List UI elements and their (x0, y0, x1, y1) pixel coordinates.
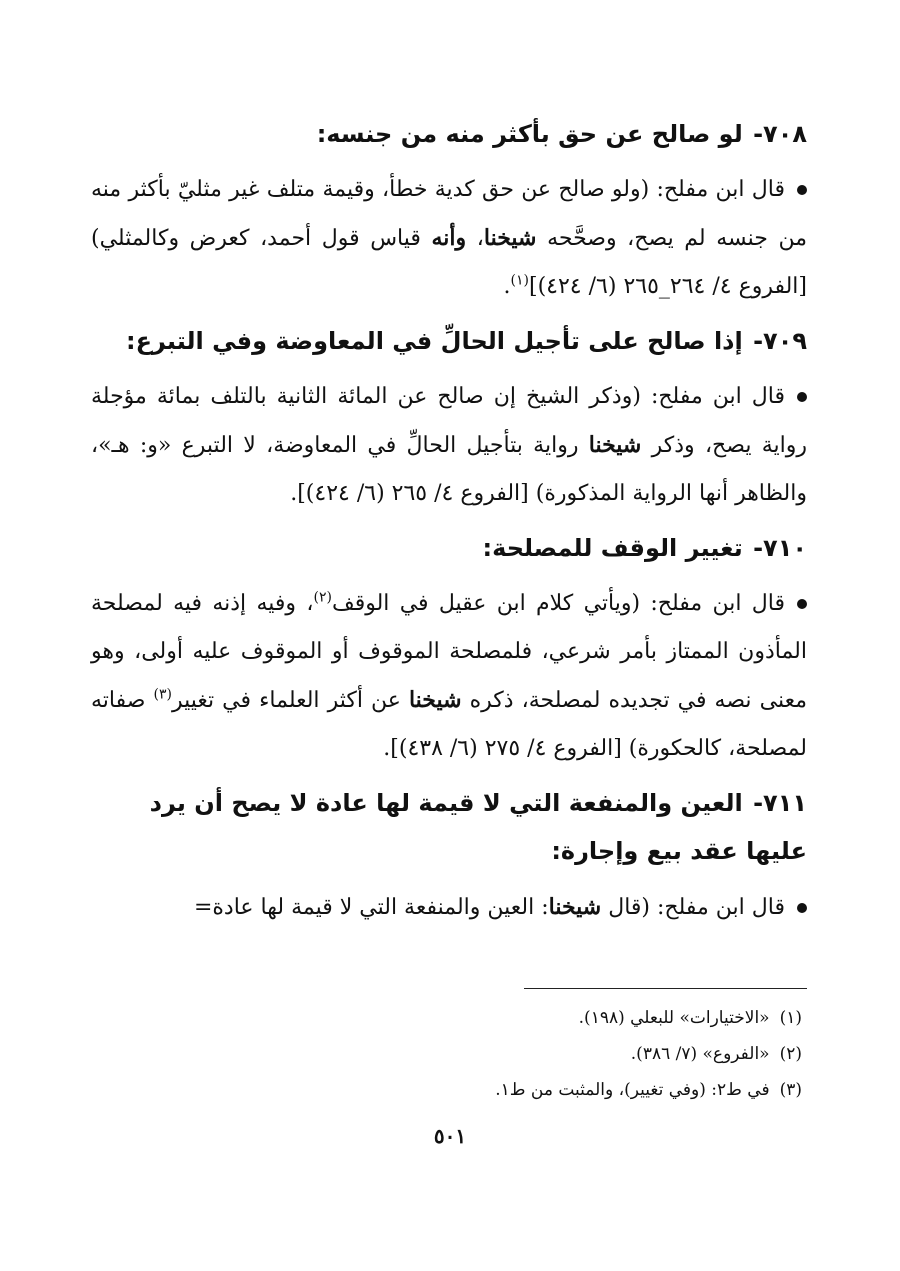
footnote-item (102, 1072, 802, 1108)
bullet-icon (797, 599, 807, 609)
page-number: ٥٠١ (433, 1124, 467, 1148)
section-heading-710 (91, 524, 807, 572)
footnote-text: «الفروع» (٧/ ٣٨٦). (630, 1044, 770, 1064)
page-body (91, 110, 807, 938)
section-title: لو صالح عن حق بأكثر منه من جنسه: (316, 120, 743, 148)
section-number: ٧١٠- (753, 534, 807, 562)
footnote-item (102, 1000, 802, 1036)
section-number: ٧٠٩- (753, 327, 807, 355)
footnotes (102, 1000, 802, 1108)
section-heading-711 (91, 779, 807, 875)
footnote-ref: (٢) (313, 589, 332, 606)
bullet-icon (797, 903, 807, 913)
bullet-icon (797, 392, 807, 402)
section-title: تغيير الوقف للمصلحة: (482, 534, 743, 562)
footnote-number: (٢) (779, 1044, 802, 1064)
footnote-number: (١) (779, 1008, 802, 1028)
footnote-ref: (١) (510, 272, 529, 289)
section-title: العين والمنفعة التي لا قيمة لها عادة لا يصح أن يرد عليها عقد بيع وإجارة: (149, 789, 807, 865)
footnote-text: «الاختيارات» للبعلي (١٩٨). (578, 1008, 770, 1028)
footnote-number: (٣) (779, 1080, 802, 1100)
footnote-text: في ط٢: (وفي تغيير)، والمثبت من ط١. (495, 1080, 770, 1100)
section-paragraph-710: قال ابن مفلح: (ويأتي كلام ابن عقيل في الوقف$^{(٢)}$، وفيه إذنه فيه لمصلحة المأذون الممتاز بأمر شرعي، فلمصلحة الموقوف أو الموقوف عليه أولى، وهو معنى نصه في تجديده لمصلحة، ذكره شيخنا عن أكثر العلماء في تغيير$^{(٣)}$ صفاته لمصلحة، كالحكورة) [الفروع ٤/ ٢٧٥ (٦/ ٤٣٨)]. (91, 589, 807, 761)
footnote-divider (524, 988, 807, 989)
section-number: ٧١١- (753, 789, 807, 817)
section-number: ٧٠٨- (753, 120, 807, 148)
bullet-icon (797, 185, 807, 195)
section-title: إذا صالح على تأجيل الحالِّ في المعاوضة وفي التبرع: (125, 327, 743, 355)
section-paragraph-711: قال ابن مفلح: (قال شيخنا: العين والمنفعة التي لا قيمة لها عادة= (91, 883, 807, 932)
section-paragraph-709: قال ابن مفلح: (وذكر الشيخ إن صالح عن المائة الثانية بالتلف بمائة مؤجلة رواية يصح، وذكر شيخنا رواية بتأجيل الحالِّ في المعاوضة، لا التبرع «و: هـ»، والظاهر أنها الرواية المذكورة) [الفروع ٤/ ٢٦٥ (٦/ ٤٢٤)]. (91, 384, 807, 506)
section-paragraph-708: قال ابن مفلح: (ولو صالح عن حق كدية خطأ، وقيمة متلف غير مثليّ بأكثر منه من جنسه لم يصح، وصحَّحه شيخنا، وأنه قياس قول أحمد، كعرض وكالمثلي) [الفروع ٤/ ٢٦٤_٢٦٥ (٦/ ٤٢٤)]$^{(١)}$. (91, 177, 808, 299)
section-heading-709 (91, 317, 807, 365)
section-heading-708 (91, 110, 807, 158)
footnote-item (102, 1036, 802, 1072)
footnote-ref: (٣) (153, 686, 172, 703)
